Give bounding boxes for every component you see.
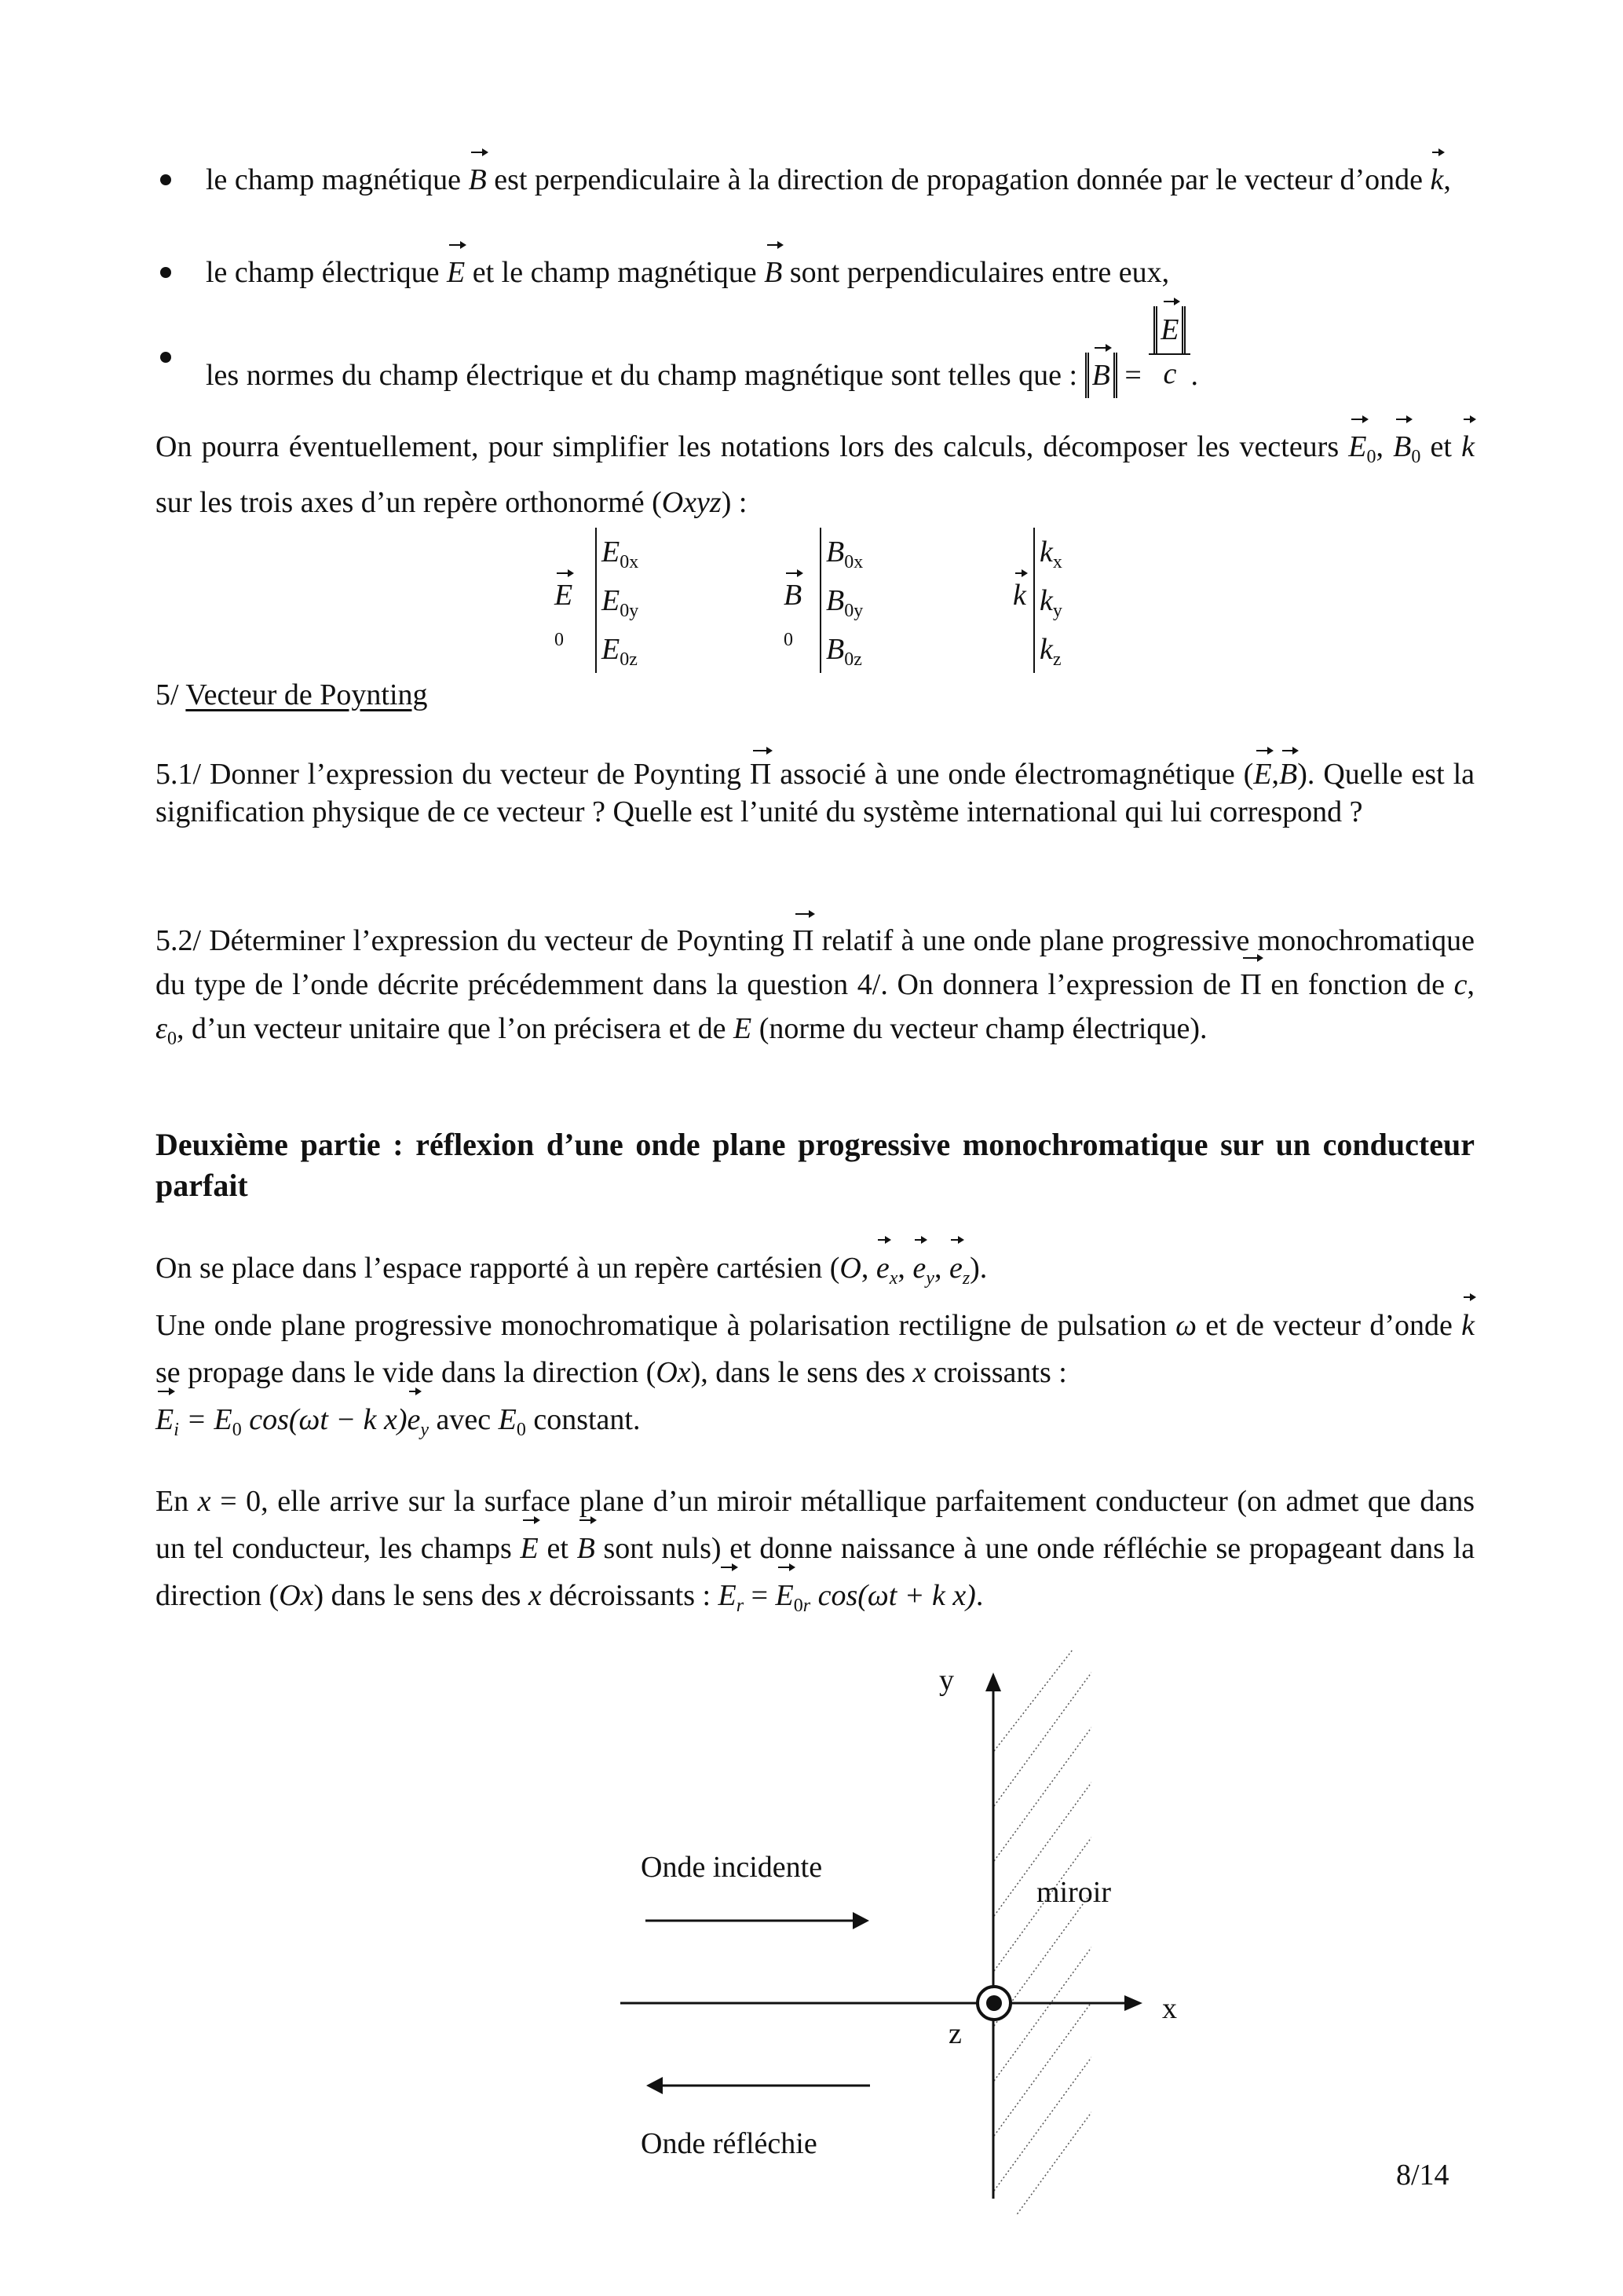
var-epsilon: ε — [155, 1012, 167, 1045]
text: en fonction de — [1270, 968, 1446, 1001]
vector-b0: B — [1393, 424, 1411, 470]
arrow-left-icon — [646, 2077, 663, 2094]
bullet-icon — [160, 267, 171, 278]
reflection-diagram — [589, 1649, 1217, 2214]
vector-b: B — [1092, 353, 1110, 398]
speed-of-light: c — [1163, 357, 1177, 390]
text: , d’un vecteur unitaire que l’on précisera et de — [176, 1012, 726, 1045]
vector-b0: B — [784, 579, 802, 612]
text: sont perpendiculaires entre eux, — [789, 256, 1170, 289]
page-number: 8/14 — [1396, 2159, 1449, 2192]
question-5-2: 5.2/ Déterminer l’expression du vecteur de Poynting Π relatif à une onde plane progressive monochromatique du type de l’onde décrite précédemment dans la question 4/. On donnera l’expression de Π en fonction de c, $\varepsilon_0$, d’un vecteur unitaire que l’on précisera et de E (norme du vecteur champ électrique). — [155, 919, 1475, 1061]
text: 5.1/ Donner l’expression du vecteur de Poynting — [155, 758, 742, 791]
reflected-wave-label: Onde réfléchie — [641, 2127, 817, 2160]
text: et — [1430, 430, 1452, 463]
text: Quelle est la signification physique de ce vecteur ? Quelle est l’unité du système international qui lui correspond ? — [155, 758, 1475, 828]
vector-b: B — [764, 250, 782, 295]
var-c: c — [1453, 968, 1468, 1001]
divider — [595, 528, 597, 673]
vector-b: B — [1279, 755, 1297, 793]
vector-pi: Π — [1240, 963, 1261, 1007]
vector-pi: Π — [792, 919, 813, 963]
bullet-item-1 — [206, 157, 1475, 203]
subscript: 0 — [1366, 447, 1376, 467]
text: On pourra éventuellement, pour simplifier les notations lors des calculs, décomposer les vecteurs — [155, 430, 1340, 463]
text: sur les trois axes d’un repère orthonormé ( — [155, 486, 662, 519]
vector-k: k — [1461, 424, 1475, 470]
section-number: 5/ — [155, 678, 179, 711]
text: le champ électrique — [206, 256, 440, 289]
text: , — [1443, 163, 1451, 196]
vector-e0: E — [1348, 424, 1366, 470]
mirror-hatching — [994, 1649, 1091, 2214]
frame-name: Oxyz — [661, 486, 722, 519]
text: associé à une onde électromagnétique ( — [780, 758, 1254, 791]
text: le champ magnétique — [206, 163, 461, 196]
text: ). — [1297, 758, 1315, 791]
z-axis-label: z — [949, 2017, 962, 2050]
vector-pi: Π — [750, 755, 771, 793]
fraction — [1149, 306, 1190, 393]
vector-b: B — [469, 157, 487, 203]
divider — [820, 528, 821, 673]
text: (norme du vecteur champ électrique). — [758, 1012, 1208, 1045]
subscript: 0 — [1411, 447, 1421, 467]
mirror-label: miroir — [1036, 1876, 1111, 1909]
y-axis-arrowhead-icon — [985, 1673, 1001, 1691]
vector-e: E — [447, 250, 465, 295]
text: ) : — [721, 486, 748, 519]
arrow-right-icon — [853, 1912, 869, 1929]
norm-b — [1085, 353, 1117, 398]
vector-k: k — [1461, 1302, 1475, 1349]
vector-e: E — [1161, 306, 1179, 353]
bullet-item-2 — [206, 250, 1475, 295]
text: les normes du champ électrique et du champ magnétique sont telles que : — [206, 358, 1078, 392]
period: . — [1190, 358, 1198, 392]
section-title: Vecteur de Poynting — [185, 678, 428, 711]
frame-line: On se place dans l’espace rapporté à un repère cartésien (O, $e_x$, $e_y$, $e_z$). — [155, 1245, 1475, 1302]
vector-k: k — [1013, 579, 1026, 612]
x-axis-label: x — [1162, 1992, 1177, 2025]
bullet-icon — [160, 174, 171, 185]
incident-wave-label: Onde incidente — [641, 1851, 823, 1884]
text: , — [1376, 430, 1384, 463]
decomposition-paragraph — [155, 424, 1475, 525]
subscript: 0 — [554, 630, 564, 650]
bullet-icon — [160, 352, 171, 363]
vector-k: k — [1430, 157, 1443, 203]
text: 5.2/ Déterminer l’expression du vecteur de Poynting — [155, 924, 784, 957]
text: et le champ magnétique — [472, 256, 757, 289]
text: est perpendiculaire à la direction de propagation donnée par le vecteur d’onde — [494, 163, 1423, 196]
wave-description: Une onde plane progressive monochromatique à polarisation rectiligne de pulsation ω et de vecteur d’onde k se propage dans le vide dans la direction (Ox), dans le sens des x croissants : — [155, 1302, 1475, 1396]
text: relatif à une onde plane progressive monochromatique du type de l’onde décrite précédemment dans la question 4/. On donnera l’expression de — [155, 924, 1475, 1001]
y-axis-label: y — [939, 1664, 954, 1697]
subscript: 0 — [784, 630, 793, 650]
vector-e0: E — [554, 579, 573, 612]
bullet-item-3 — [206, 313, 1475, 408]
incident-equation: $E_i = E_0$ cos(ωt − k $x)e_y$ avec $E_0$ constant. — [155, 1396, 1475, 1453]
divider — [1033, 528, 1035, 673]
x-axis-arrowhead-icon — [1124, 1995, 1142, 2011]
vector-e: E — [1253, 755, 1271, 793]
mirror-paragraph: En x = 0, elle arrive sur la surface plane d’un miroir métallique parfaitement conducteur (on admet que dans un tel conducteur, les champs E et B sont nuls) et donne naissance à une onde réfléchie se propageant dans la direction (Ox) dans le sens des x décroissants : $E_r = E_{0r}$ cos(ωt + k x). — [155, 1478, 1475, 1629]
question-5-1: 5.1/ Donner l’expression du vecteur de Poynting Π associé à une onde électromagnétique (E,B). Quelle est la signification physique de ce vecteur ? Quelle est l’unité du système international qui lui correspond ? — [155, 755, 1475, 831]
part-2-title: Deuxième partie : réflexion d’une onde plane progressive monochromatique sur un conducteur parfait — [155, 1127, 1475, 1203]
section-5-heading — [155, 672, 1475, 718]
part-2-intro — [155, 1245, 1475, 1453]
equals: = — [1124, 358, 1142, 392]
var-e: E — [733, 1012, 752, 1045]
